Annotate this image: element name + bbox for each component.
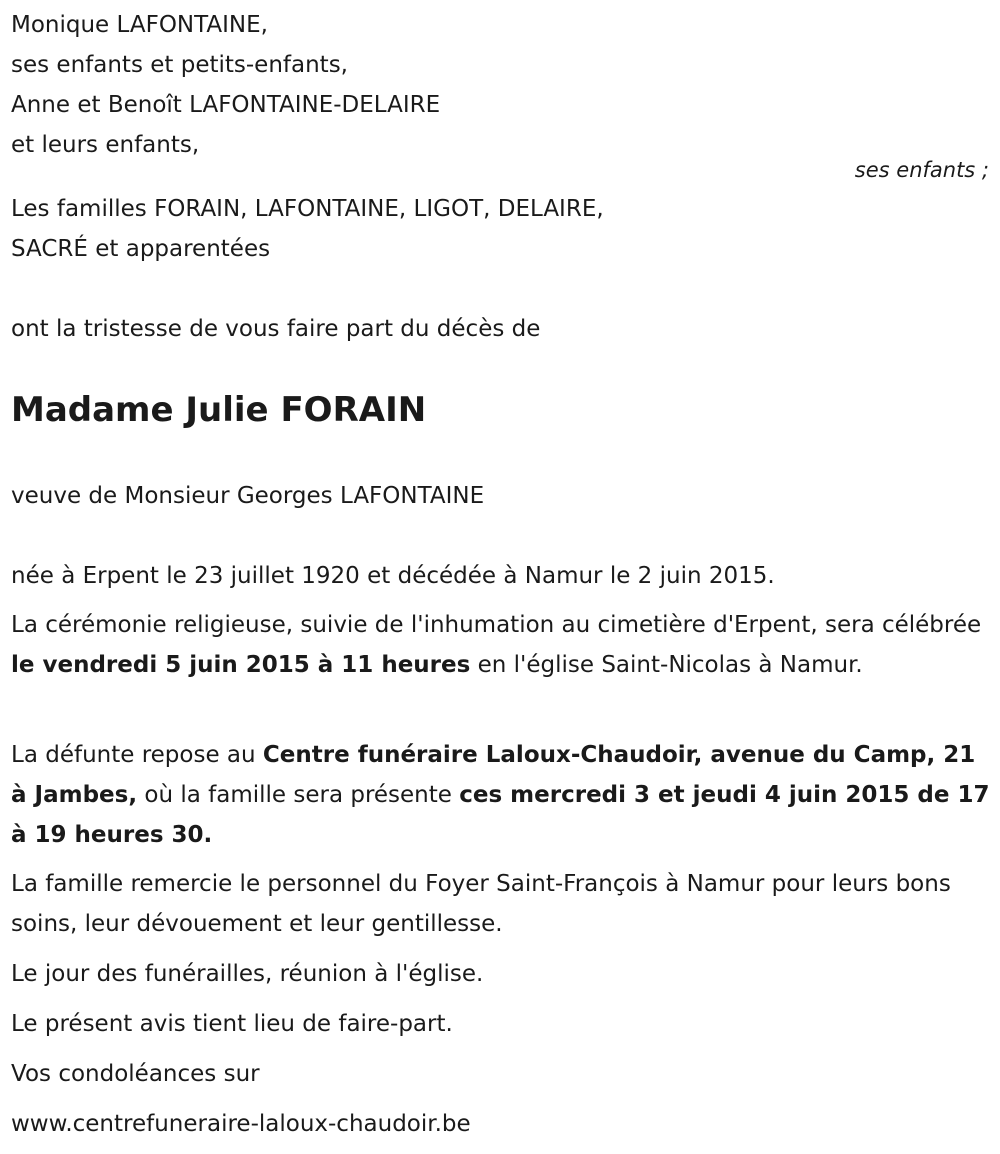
announcement-text: ont la tristesse de vous faire part du décès de	[11, 316, 541, 342]
family-block	[11, 5, 440, 165]
repose-text-2: où la famille sera présente	[137, 782, 460, 808]
family-line: et leurs enfants,	[11, 132, 200, 158]
visiting-hours: ces mercredi 3 et jeudi 4 juin 2015 de 17 à 19 heures 30.	[11, 782, 990, 848]
families-line: SACRÉ et apparentées	[11, 236, 271, 262]
deceased-name: Madame Julie FORAIN	[11, 390, 427, 430]
family-line: Monique LAFONTAINE,	[11, 12, 268, 38]
widow-of-text: veuve de Monsieur Georges LAFONTAINE	[11, 483, 485, 509]
ceremony-paragraph	[11, 605, 996, 685]
condolences-website[interactable]: www.centrefuneraire-laloux-chaudoir.be	[11, 1111, 471, 1137]
repose-text: La défunte repose au	[11, 742, 263, 768]
notice-text: Le présent avis tient lieu de faire-part.	[11, 1011, 453, 1037]
family-line: ses enfants et petits-enfants,	[11, 52, 348, 78]
families-line: Les familles FORAIN, LAFONTAINE, LIGOT, DELAIRE,	[11, 196, 604, 222]
condolences-label: Vos condoléances sur	[11, 1061, 260, 1087]
family-line: Anne et Benoît LAFONTAINE-DELAIRE	[11, 92, 441, 118]
ceremony-date: le vendredi 5 juin 2015 à 11 heures	[11, 652, 471, 678]
ceremony-place: en l'église Saint-Nicolas à Namur.	[470, 652, 863, 678]
thanks-paragraph: La famille remercie le personnel du Foyer Saint-François à Namur pour leurs bons soins, leur dévouement et leur gentillesse.	[11, 871, 951, 937]
meeting-text: Le jour des funérailles, réunion à l'église.	[11, 961, 484, 987]
repose-paragraph	[11, 735, 996, 855]
families-block	[11, 189, 604, 269]
side-note: ses enfants ;	[854, 158, 989, 182]
funeral-center: Centre funéraire Laloux-Chaudoir, avenue du Camp, 21 à Jambes,	[11, 742, 976, 808]
ceremony-text: La cérémonie religieuse, suivie de l'inhumation au cimetière d'Erpent, sera célébrée	[11, 612, 982, 638]
birth-death-text: née à Erpent le 23 juillet 1920 et décédée à Namur le 2 juin 2015.	[11, 563, 775, 589]
